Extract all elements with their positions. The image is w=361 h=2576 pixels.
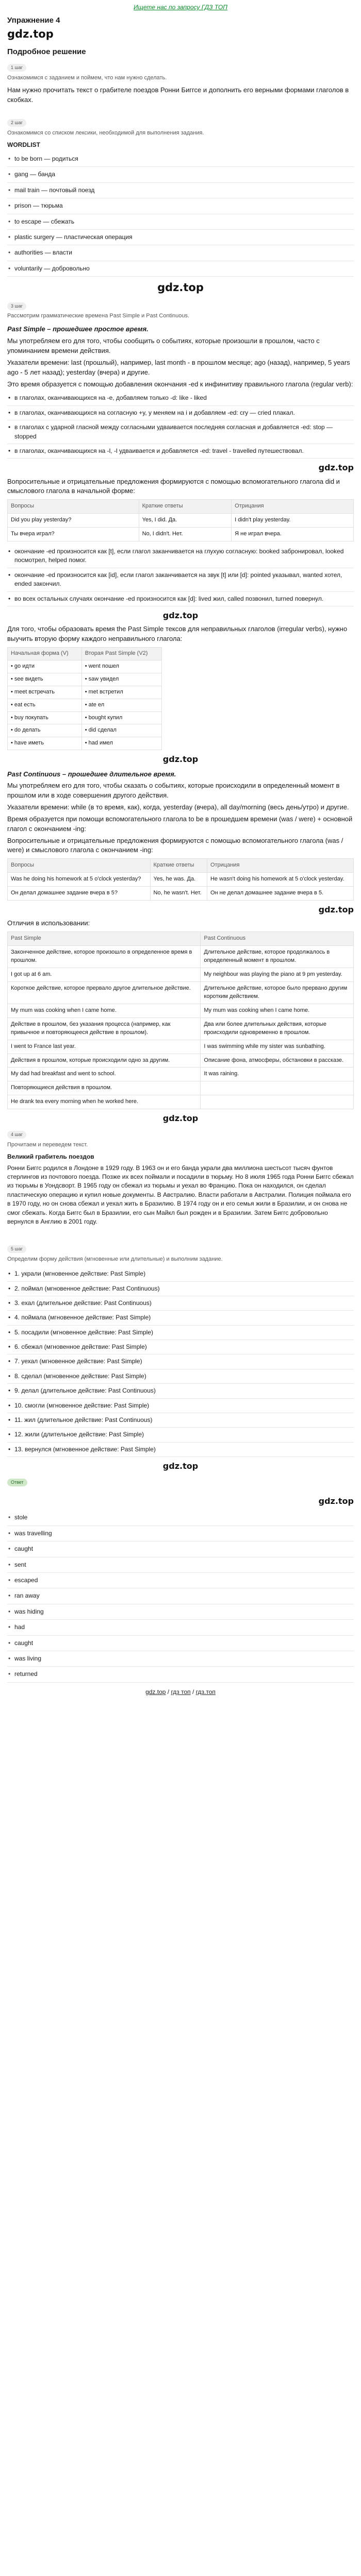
table-cell: He wasn't doing his homework at 5 o'clock yesterday. [207, 873, 353, 887]
table-row [8, 1054, 354, 1067]
table-cell: • bought купил [81, 711, 161, 724]
table-row [8, 1040, 354, 1054]
table-row [8, 1004, 354, 1018]
list-item: • во всех остальных случаях окончание -ed произносится как [d]: lived жил, called позвонил, turned повернул. [7, 592, 354, 606]
past-continuous-table [7, 858, 354, 901]
list-item: • plastic surgery — пластическая операция [7, 230, 354, 245]
table-row [8, 724, 162, 737]
pronunciation-list [7, 545, 354, 606]
table-row [8, 660, 162, 673]
list-item: • to be born — родиться [7, 151, 354, 167]
step-number: 2 шаг [7, 119, 26, 127]
paragraph: Мы употребляем его для того, чтобы сообщить о событиях, которые произошли в прошлом, часто с упоминанием времени действия. [7, 337, 320, 354]
table-cell: • buy покупать [8, 711, 82, 724]
list-item: • в глаголах с ударной гласной между согласными удваивается последняя согласная и добавляется -ed: stop — stopped [7, 420, 354, 444]
list-item: • 5. посадили (мгновенное действие: Past Simple) [7, 1326, 354, 1340]
step-description: Ознакомимся с заданием и поймем, что нам нужно сделать. [7, 75, 167, 81]
step-number: 1 шаг [7, 64, 26, 72]
table-row [8, 699, 162, 711]
table-cell: • saw увидел [81, 673, 161, 686]
table-header: Отрицания [232, 500, 354, 514]
list-item: • returned [7, 1667, 354, 1682]
table-header: Краткие ответы [150, 859, 207, 873]
top-search-banner [0, 0, 361, 14]
list-item: • escaped [7, 1573, 354, 1588]
bottom-links: gdz.top / гдз топ / гдз.топ [145, 1688, 216, 1696]
table-cell: My dad had breakfast and went to school. [8, 1067, 201, 1081]
table-cell: • ate ел [81, 699, 161, 711]
table-header: Past Simple [8, 932, 201, 946]
table-row [8, 1081, 354, 1095]
table-cell: No, he wasn't. Нет. [150, 887, 207, 901]
wordlist [7, 151, 354, 277]
analysis-list [7, 1267, 354, 1457]
list-item: • was travelling [7, 1526, 354, 1541]
list-item: • voluntarily — добровольно [7, 261, 354, 277]
step-1 [7, 62, 354, 105]
step-text: Нам нужно прочитать текст о грабителе поездов Ронни Биггсе и дополнить его верными формами глаголов в скобках. [7, 86, 349, 104]
past-continuous-heading: Past Continuous – прошедшее длительное время. [7, 770, 176, 778]
exercise-title: Упражнение 4 [7, 16, 60, 25]
list-item: • ran away [7, 1588, 354, 1604]
list-item: • 8. сделал (мгновенное действие: Past Simple) [7, 1369, 354, 1384]
step-description: Определим форму действия (мгновенные или длительные) и выполним задание. [7, 1256, 223, 1263]
table-header: Вопросы [8, 500, 139, 514]
table-cell: • have иметь [8, 737, 82, 750]
table-row [8, 737, 162, 750]
table-cell: Действия в прошлом, которые происходили одно за другим. [8, 1054, 201, 1067]
irregular-verbs-table [7, 647, 162, 751]
table-row [8, 873, 354, 887]
table-cell: • had имел [81, 737, 161, 750]
list-item: • authorities — власти [7, 245, 354, 261]
paragraph: Указатели времени: last (прошлый), например, last month - в прошлом месяце; ago (назад), например, 5 years ago - 5 лет назад); yesterday (вчера) и другие. [7, 358, 350, 376]
table-cell: My neighbour was playing the piano at 9 pm yesterday. [201, 968, 354, 981]
list-item: • was living [7, 1651, 354, 1667]
rules-list [7, 391, 354, 459]
answer-section [7, 1477, 354, 1682]
footer-link[interactable]: гдз.топ [195, 1688, 216, 1696]
watermark: gdz.top [157, 281, 204, 294]
table-cell: • went пошел [81, 660, 161, 673]
step-description: Ознакомимся со списком лексики, необходимой для выполнения задания. [7, 129, 204, 136]
list-item: • 3. ехал (длительное действие: Past Continuous) [7, 1296, 354, 1311]
table-row [8, 528, 354, 541]
list-item: • 4. поймала (мгновенное действие: Past Simple) [7, 1311, 354, 1325]
table-cell: It was raining. [201, 1067, 354, 1081]
wordlist-title: WORDLIST [7, 141, 40, 148]
paragraph: Это время образуется с помощью добавления окончания -ed к инфинитиву правильного глагола (regular verb): [7, 380, 353, 388]
table-cell: • met встретил [81, 686, 161, 699]
top-search-link[interactable]: Ищете нас по запросу ГДЗ ТОП [134, 4, 227, 11]
table-header: Начальная форма (V) [8, 647, 82, 660]
watermark: gdz.top [162, 1113, 199, 1124]
paragraph: Отличия в использовании: [7, 919, 90, 927]
table-row [8, 686, 162, 699]
list-item: • окончание -ed произносится как [t], если глагол заканчивается на глухую согласную: booked забронировал, looked посмотрел, helped помог. [7, 545, 354, 568]
step-3 [7, 301, 354, 1110]
list-item: • had [7, 1620, 354, 1635]
content [0, 15, 361, 1682]
step-description: Рассмотрим грамматические времена Past Simple и Past Continuous. [7, 313, 190, 319]
list-item: • was hiding [7, 1604, 354, 1620]
table-cell: Длительное действие, которое было прервано другим коротким действием. [201, 981, 354, 1004]
table-row [8, 981, 354, 1004]
paragraph: Время образуется при помощи вспомогательного глагола to be в прошедшем времени (was / were) + основной глагол с окончанием -ing: [7, 815, 353, 833]
table-cell: • eat есть [8, 699, 82, 711]
step-number: 4 шаг [7, 1131, 26, 1139]
table-cell: • see видеть [8, 673, 82, 686]
step-4 [7, 1129, 354, 1226]
table-header: Вторая Past Simple (V2) [81, 647, 161, 660]
table-cell: Was he doing his homework at 5 o'clock yesterday? [8, 873, 151, 887]
paragraph: Вопросительные и отрицательные предложения формируются с помощью вспомогательного глагола did и смыслового глагола в начальной форме: [7, 477, 340, 495]
footer-link[interactable]: гдз топ [171, 1688, 191, 1696]
table-cell: • did сделал [81, 724, 161, 737]
paragraph: Для того, чтобы образовать время the Past Simple тексов для неправильных глаголов (irregular verbs), нужно выучить вторую форму каждого неправильного глагола: [7, 625, 348, 642]
list-item: • в глаголах, оканчивающихся на -e, добавляем только -d: like - liked [7, 391, 354, 405]
step-2 [7, 117, 354, 277]
table-cell: Он делал домашнее задание вчера в 5? [8, 887, 151, 901]
answer-badge: Ответ [7, 1479, 27, 1486]
comparison-table [7, 931, 354, 1109]
table-cell: Did you play yesterday? [8, 514, 139, 528]
table-cell: Он не делал домашнее задание вчера в 5. [207, 887, 353, 901]
table-cell: I didn't play yesterday. [232, 514, 354, 528]
table-cell [201, 1095, 354, 1109]
list-item: • 11. жил (длительное действие: Past Continuous) [7, 1413, 354, 1428]
table-cell: Действие в прошлом, без указания процесса (например, как привычное и повторяющееся действие в прошлом). [8, 1018, 201, 1040]
story-title: Великий грабитель поездов [7, 1153, 94, 1161]
table-cell: • meet встречать [8, 686, 82, 699]
story-text: Ронни Биггс родился в Лондоне в 1929 году. В 1963 он и его банда украли два миллиона шестьсот тысяч фунтов стерлингов из почтового поезда. Позже их всех поймали и посадили в тюрьму. Но 8 июля 1965 года Ронни Биггс сбежал из тюрьмы в Уондсворт. В 1965 году он сбежал из тюрьмы и уехал во Францию. Пока он находился, он сделал пластическую операцию и купил новые документы. В Австралию. Власти работали в Австралии. Полиция поймала его в 1970 году, но он снова сбежал и уехал жить в Бразилию. В 1974 году он и его семья жили в Бразилии, и он снова не смог сбежать. Когда Биггс был в Бразилии, его сын Майкл был рожден и в Бразилии. Затем Биггс добровольно вернулся в Англию в 2001 году. [7, 1164, 354, 1225]
footer-link[interactable]: gdz.top [145, 1688, 166, 1696]
list-item: • mail train — почтовый поезд [7, 183, 354, 198]
list-item: • 13. вернулся (мгновенное действие: Past Simple) [7, 1443, 354, 1457]
answer-list [7, 1510, 354, 1682]
past-simple-heading: Past Simple – прошедшее простое время. [7, 325, 149, 333]
table-cell: Два или более длительных действия, которые происходили одновременно в прошлом. [201, 1018, 354, 1040]
table-cell: Ты вчера играл? [8, 528, 139, 541]
table-row [8, 1067, 354, 1081]
solution-title: Подробное решение [7, 47, 86, 56]
table-cell: No, I didn't. Нет. [139, 528, 232, 541]
table-cell: Я не играл вчера. [232, 528, 354, 541]
table-cell: Описание фона, атмосферы, обстановки в рассказе. [201, 1054, 354, 1067]
table-row [8, 1095, 354, 1109]
step-description: Прочитаем и переведем текст. [7, 1142, 88, 1148]
step-number: 5 шаг [7, 1245, 26, 1253]
table-cell: Yes, I did. Да. [139, 514, 232, 528]
list-item: • 9. делал (длительное действие: Past Continuous) [7, 1384, 354, 1398]
list-item: • 2. поймал (мгновенное действие: Past Continuous) [7, 1282, 354, 1296]
table-cell: • go идти [8, 660, 82, 673]
watermark: gdz.top [162, 610, 199, 620]
list-item: • 12. жили (длительное действие: Past Simple) [7, 1428, 354, 1442]
table-cell: He drank tea every morning when he worked here. [8, 1095, 201, 1109]
table-row [8, 1018, 354, 1040]
list-item: • 7. уехал (мгновенное действие: Past Simple) [7, 1354, 354, 1369]
table-row [8, 711, 162, 724]
list-item: • caught [7, 1636, 354, 1651]
list-item: • 6. сбежал (мгновенное действие: Past Simple) [7, 1340, 354, 1354]
list-item: • 1. украли (мгновенное действие: Past Simple) [7, 1267, 354, 1281]
watermark: gdz.top [318, 1496, 354, 1506]
list-item: • в глаголах, оканчивающихся на -l, -l удваивается и добавляется -ed: travel - travelled путешествовал. [7, 444, 354, 459]
watermark: gdz.top [318, 905, 354, 915]
list-item: • 10. смогли (мгновенное действие: Past Simple) [7, 1399, 354, 1413]
table-cell: My mum was cooking when I came home. [201, 1004, 354, 1018]
table-header: Past Continuous [201, 932, 354, 946]
table-row [8, 968, 354, 981]
watermark: gdz.top [318, 463, 354, 473]
table-cell: Повторяющиеся действия в прошлом. [8, 1081, 201, 1095]
list-item: • to escape — сбежать [7, 214, 354, 230]
step-5 [7, 1244, 354, 1457]
table-cell: My mum was cooking when I came home. [8, 1004, 201, 1018]
table-cell: I was swimming while my sister was sunbathing. [201, 1040, 354, 1054]
table-cell [201, 1081, 354, 1095]
table-header: Отрицания [207, 859, 353, 873]
watermark: gdz.top [162, 754, 199, 765]
table-cell: • do делать [8, 724, 82, 737]
table-row [8, 946, 354, 968]
list-item: • gang — банда [7, 167, 354, 182]
list-item: • sent [7, 1557, 354, 1573]
watermark: gdz.top [162, 1461, 199, 1471]
paragraph: Мы употребляем его для того, чтобы сказать о событиях, которые происходили в определенный момент в прошлом или в ходе совершения другого действия. [7, 782, 340, 800]
table-cell: I went to France last year. [8, 1040, 201, 1054]
table-row [8, 673, 162, 686]
table-cell: Yes, he was. Да. [150, 873, 207, 887]
table-cell: I got up at 6 am. [8, 968, 201, 981]
paragraph: Вопросительные и отрицательные предложения формируются с помощью вспомогательного глагола (was / were) и смыслового глагола с окончанием -ing: [7, 836, 343, 854]
table-row [8, 887, 354, 901]
table-header: Вопросы [8, 859, 151, 873]
table-cell: Длительное действие, которое продолжалось в определенный момент в прошлом. [201, 946, 354, 968]
list-item: • окончание -ed произносится как [id], если глагол заканчивается на звук [t] или [d]: pointed указывал, wanted хотел, ended закончил. [7, 568, 354, 592]
list-item: • caught [7, 1541, 354, 1557]
table-cell: Короткое действие, которое прервало другое длительное действие. [8, 981, 201, 1004]
table-row [8, 514, 354, 528]
past-simple-table [7, 499, 354, 541]
list-item: • stole [7, 1510, 354, 1526]
step-number: 3 шаг [7, 302, 26, 310]
table-cell: Законченное действие, которое произошло в определенное время в прошлом. [8, 946, 201, 968]
list-item: • в глаголах, оканчивающихся на согласную +y, у меняем на i и добавляем -ed: cry — cried плакал. [7, 406, 354, 420]
paragraph: Указатели времени: while (в то время, как), когда, yesterday (вчера), all day/morning (весь день/утро) и другие. [7, 803, 349, 811]
watermark: gdz.top [7, 28, 54, 41]
list-item: • prison — тюрьма [7, 198, 354, 214]
table-header: Краткие ответы [139, 500, 232, 514]
